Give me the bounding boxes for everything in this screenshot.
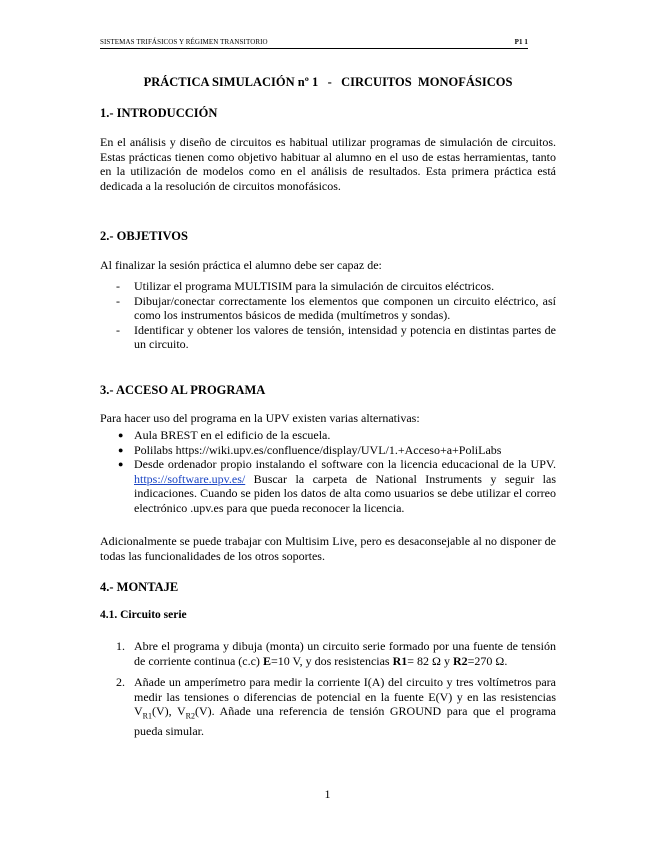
heading-introduccion: 1.- INTRODUCCIÓN [100, 106, 218, 120]
objetivos-list [100, 279, 556, 352]
list-item: ● Desde ordenador propio instalando el software con la licencia educacional de la UPV. https://software.upv.es/ Buscar la carpeta de National Instruments y seguir las indicaciones. Cuando se piden los datos de alta como usuarios se debe utilizar el correo electrónico .upv.es para que pueda reconocer la licencia. [118, 457, 556, 515]
header-title: SISTEMAS TRIFÁSICOS Y RÉGIMEN TRANSITORIO [100, 38, 268, 46]
heading-objetivos: 2.- OBJETIVOS [100, 229, 188, 243]
page-number: 1 [324, 787, 331, 801]
heading-montaje: 4.- MONTAJE [100, 580, 179, 594]
heading-acceso: 3.- ACCESO AL PROGRAMA [100, 383, 266, 397]
acceso-note: Adicionalmente se puede trabajar con Multisim Live, pero es desaconsejable al no disponer de todas las funcionalidades de los otros soportes. [100, 534, 556, 563]
document-title: PRÁCTICA SIMULACIÓN nº 1 - CIRCUITOS MONOFÁSICOS [143, 75, 513, 89]
list-item: 2. Añade un amperímetro para medir la corriente I(A) del circuito y tres voltímetros para medir las tensiones o diferencias de potencial en la fuente E(V) y en las resistencias $V_{R1}(V)$, $V_{R2}(V)$. Añade una referencia de tensión GROUND para que el programa pueda simular. [116, 675, 557, 738]
list-item: ● Aula BREST en el edificio de la escuela. [118, 428, 331, 442]
acceso-lead: Para hacer uso del programa en la UPV existen varias alternativas: [100, 411, 420, 425]
running-header [100, 38, 528, 49]
intro-paragraph: En el análisis y diseño de circuitos es habitual utilizar programas de simulación de circuitos. Estas prácticas tienen como objetivo habituar al alumno en el uso de estas herramientas, tanto en la utilización de modelos como en el análisis de resultados. Esta primera práctica está dedicada a la resolución de circuitos monofásicos. [100, 135, 556, 193]
objetivos-lead: Al finalizar la sesión práctica el alumno debe ser capaz de: [100, 258, 382, 272]
list-item: ● Polilabs https://wiki.upv.es/confluence/display/UVL/1.+Acceso+a+PoliLabs [118, 442, 502, 457]
list-item: - Dibujar/conectar correctamente los elementos que componen un circuito eléctrico, así como los instrumentos básicos de medida (multímetros y sondas). [116, 293, 556, 322]
acceso-list [100, 428, 556, 515]
montaje-steps [100, 639, 556, 738]
header-page-ref: P1 1 [514, 38, 528, 46]
software-link[interactable]: https://software.upv.es/ [134, 471, 246, 486]
heading-circuito-serie: 4.1. Circuito serie [100, 609, 187, 621]
list-item: 1. Abre el programa y dibuja (monta) un circuito serie formado por una fuente de tensión de corriente continua (c.c) E=10 V, y dos resistencias R1= 82 Ω y R2=270 Ω. [116, 639, 556, 668]
list-item: - Utilizar el programa MULTISIM para la simulación de circuitos eléctricos. [116, 279, 495, 293]
list-item: - Identificar y obtener los valores de tensión, intensidad y potencia en distintas partes de un circuito. [116, 322, 556, 351]
